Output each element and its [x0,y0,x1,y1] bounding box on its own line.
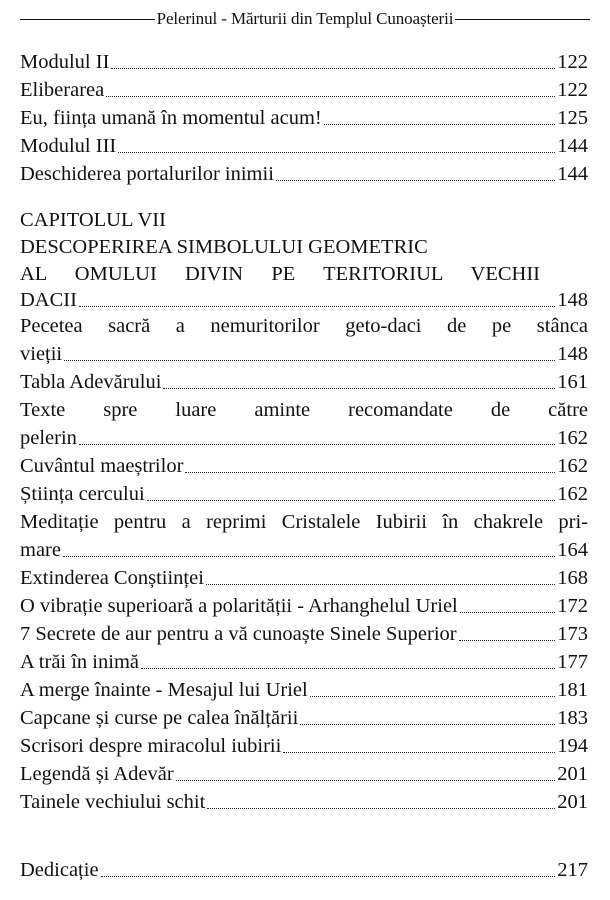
toc-page-number: 168 [557,567,588,589]
chapter-heading-line: AL OMULUI DIVIN PE TERITORIUL VECHII [20,263,540,285]
toc-entry-label: Tainele vechiului schit [20,791,206,813]
toc-entry[interactable] [20,162,588,186]
dot-leader [79,444,555,445]
toc-entry-label: Dedicație [20,859,99,881]
toc-entry[interactable] [20,790,588,814]
toc-entry-label: Scrisori despre miracolul iubirii [20,735,282,757]
toc-group-final [20,858,588,886]
toc-entry[interactable] [20,706,588,730]
chapter-title: CAPITOLUL VII [20,209,166,231]
toc-entry-wrap-line: Meditație pentru a reprimi Cristalele Iubirii în chakrele pri- [20,511,588,533]
toc-entry-label: Tabla Adevărului [20,371,162,393]
dot-leader [163,388,555,389]
toc-page-number: 181 [557,679,588,701]
toc-page-number: 162 [557,427,588,449]
toc-page-number: 172 [557,595,588,617]
toc-page-number: 144 [557,135,588,157]
toc-page-number: 148 [557,289,588,311]
toc-entry-wrap-line: Texte spre luare aminte recomandate de către [20,399,588,421]
toc-chapter-vii [20,207,588,818]
toc-entry[interactable] [20,134,588,158]
toc-entry[interactable] [20,426,588,450]
toc-entry[interactable] [20,50,588,74]
toc-page-number: 201 [557,791,588,813]
toc-entry[interactable] [20,594,588,618]
toc-entry-label: Legendă și Adevăr [20,763,174,785]
running-header [20,4,590,34]
toc-entry[interactable] [20,342,588,366]
toc-entry-label: Cuvântul maeștrilor [20,455,184,477]
toc-page-number: 201 [557,763,588,785]
chapter-heading-line: DESCOPERIREA SIMBOLULUI GEOMETRIC [20,236,428,258]
toc-entry[interactable] [20,482,588,506]
toc-entry[interactable] [20,566,588,590]
toc-entry-label: Știința cercului [20,483,145,505]
toc-entry[interactable] [20,370,588,394]
dot-leader [310,696,556,697]
toc-entry[interactable] [20,78,588,102]
toc-entry-label: Capcane și curse pe calea înălțării [20,707,299,729]
toc-page-number: 162 [557,455,588,477]
toc-page-number: 217 [557,859,588,881]
toc-entry[interactable] [20,678,588,702]
dot-leader [63,556,555,557]
toc-entry[interactable] [20,734,588,758]
dot-leader [79,306,555,307]
dot-leader [101,876,556,877]
toc-entry-label: Extinderea Conștiinței [20,567,204,589]
toc-page-number: 177 [557,651,588,673]
toc-entry-label: vieții [20,343,63,365]
toc-entry[interactable] [20,106,588,130]
toc-page-number: 162 [557,483,588,505]
toc-page-number: 122 [557,51,588,73]
dot-leader [206,584,555,585]
toc-entry-label: pelerin [20,427,77,449]
header-title: Pelerinul - Mărturii din Templul Cunoașterii [156,9,454,28]
toc-page-number: 148 [557,343,588,365]
toc-entry-label: O vibrație superioară a polarității - Arhanghelul Uriel [20,595,458,617]
toc-entry[interactable] [20,858,588,882]
toc-entry[interactable] [20,650,588,674]
dot-leader [324,124,556,125]
toc-entry-label: mare [20,539,61,561]
dot-leader [64,360,555,361]
toc-entry[interactable] [20,454,588,478]
toc-entry[interactable] [20,622,588,646]
toc-entry-label: Modulul III [20,135,117,157]
toc-entry-label: 7 Secrete de aur pentru a vă cunoaște Sinele Superior [20,623,457,645]
toc-page-number: 122 [557,79,588,101]
dot-leader [207,808,555,809]
toc-page-number: 161 [557,371,588,393]
chapter-entry[interactable] [20,288,588,312]
toc-page-number: 173 [557,623,588,645]
dot-leader [300,724,555,725]
dot-leader [106,96,555,97]
dot-leader [460,612,556,613]
toc-entry-label: A trăi în inimă [20,651,139,673]
toc-entry-label: A merge înainte - Mesajul lui Uriel [20,679,308,701]
dot-leader [111,68,555,69]
toc-group-modules [20,50,588,190]
toc-entry-label: DACII [20,289,77,311]
dot-leader [141,668,555,669]
header-rule-left [20,19,155,20]
dot-leader [276,180,555,181]
toc-page-number: 125 [557,107,588,129]
toc-page-number: 144 [557,163,588,185]
dot-leader [147,500,556,501]
toc-entry-label: Deschiderea portalurilor inimii [20,163,274,185]
dot-leader [118,152,555,153]
toc-entry-label: Eu, ființa umană în momentul acum! [20,107,322,129]
toc-entry[interactable] [20,762,588,786]
toc-entry-label: Modulul II [20,51,110,73]
header-rule-right [455,19,590,20]
toc-page-number: 183 [557,707,588,729]
toc-entry-label: Eliberarea [20,79,105,101]
toc-page-number: 164 [557,539,588,561]
toc-entry[interactable] [20,538,588,562]
toc-page-number: 194 [557,735,588,757]
toc-entry-wrap-line: Pecetea sacră a nemuritorilor geto-daci de pe stânca [20,315,588,337]
dot-leader [459,640,556,641]
dot-leader [283,752,555,753]
dot-leader [185,472,555,473]
dot-leader [176,780,556,781]
